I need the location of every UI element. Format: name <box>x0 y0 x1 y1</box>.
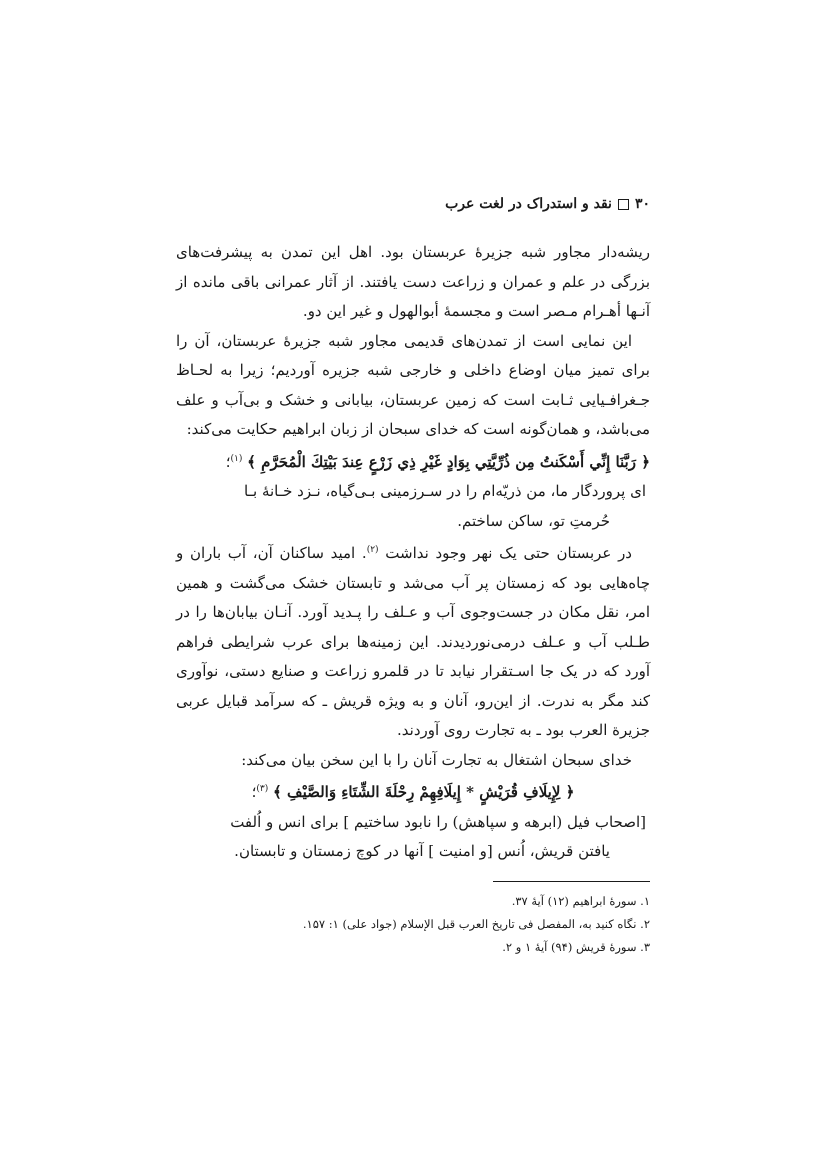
paragraph-3 <box>176 536 650 746</box>
footnote-1: ۱. سورهٔ ابراهیم (۱۲) آیهٔ ۳۷. <box>511 894 650 908</box>
page-number: ۳۰ <box>634 196 650 212</box>
footnote-ref-3: (۳) <box>256 784 269 794</box>
quran-verse-1 <box>176 445 650 478</box>
footnote-2: ۲. نگاه کنید به، المفصل فی تاریخ العرب قبل الإسلام (جواد علی) ۱: ۱۵۷. <box>302 917 650 931</box>
translation-1-line-1: ای پروردگار ما، من ذریّه‌ام را در سـرزمینی بـی‌گیاه، نـزد خـانهٔ بـا <box>244 482 646 500</box>
footnote-ref-1: (۱) <box>230 453 243 464</box>
book-title: نقد و استدراک در لغت عرب <box>445 196 612 212</box>
translation-1-line-2: حُرمتِ تو، ساکن ساختم. <box>457 511 610 530</box>
footnote-divider <box>493 881 650 882</box>
footnotes <box>176 890 650 959</box>
square-ornament-icon <box>618 199 629 210</box>
paragraph-1: ریشه‌دار مجاور شبه جزیرهٔ عربستان بود. اهل این تمدن به پیشرفت‌های بزرگی در علم و عمران و زراعت دست یافتند. از آثار عمرانی باقی مانده از آنـها أهـرام مـصر است و مجسمهٔ أبوالهول و غیر این دو. <box>176 243 650 320</box>
footnote-3: ۳. سورهٔ قریش (۹۴) آیهٔ ۱ و ۲. <box>502 940 650 954</box>
quran-verse-2-text: ﴿ لِإِيلَافِ قُرَيْشٍ * إِيلَافِهِمْ رِحْلَةَ الشِّتَاءِ وَالصَّيْفِ ﴾ <box>273 783 575 801</box>
running-header <box>176 192 650 216</box>
quran-verse-2-end: ؛ <box>251 783 257 801</box>
quran-verse-1-end: ؛ <box>225 452 231 471</box>
quran-verse-1-text: ﴿ رَبَّنَا إِنِّي أَسْكَنتُ مِن ذُرِّيَّتِي بِوَادٍ غَيْرِ ذِي زَرْعٍ عِندَ بَيْتِكَ الْمُحَرَّمِ ﴾ <box>247 452 650 471</box>
translation-2-line-1: [اصحاب فیل (ابرهه و سپاهش) را نابود ساختیم ] برای انس و اُلفت <box>230 812 646 831</box>
paragraph-4: خدای سبحان اشتغال به تجارت آنان را با این سخن بیان می‌کند: <box>241 750 632 769</box>
translation-2-line-2: یافتن قریش، اُنس [و امنیت ] آنها در کوچ زمستان و تابستان. <box>234 842 610 860</box>
paragraph-2: این نمایی است از تمدن‌های قدیمی مجاور شبه جزیرهٔ عربستان، آن را برای تمیز میان اوضاع داخلی و خارجی شبه جزیره آوردیم؛ زیرا به لحـاظ جـغرافـیایی ثـابت است که زمین عربستان، بیابانی و خشک و بی‌آب و علف می‌باشد، و همان‌گونه است که خدای سبحان از زبان ابراهیم حکایت می‌کند: <box>176 331 650 438</box>
footnote-ref-2: (۲) <box>366 545 379 555</box>
paragraph-3-rest: . امید ساکنان آن، آب باران و چاه‌هایی بود که زمستان پر آب می‌شد و تابستان خشک می‌گشت و همین امر، نقل مکان در جست‌وجوی آب و عـلف را پـدید آورد. آنـان بیابان‌ها را در طـلب آب و عـلف درمی‌نوردیدند. این زمینه‌ها برای عرب شرایطی فراهم آورد که در یک جا اسـتقرار نیابد تا در قلمرو زراعت و صنایع دستی، نوآوری کند مگر به ندرت. از این‌رو، آنان و به ویژه قریش ـ که سرآمد قبایل عربی جزیرة العرب بود ـ به تجارت روی آوردند. <box>176 544 650 739</box>
quran-verse-2 <box>176 775 650 808</box>
paragraph-3-start: در عربستان حتی یک نهر وجود نداشت <box>385 544 632 562</box>
main-text <box>176 238 650 867</box>
